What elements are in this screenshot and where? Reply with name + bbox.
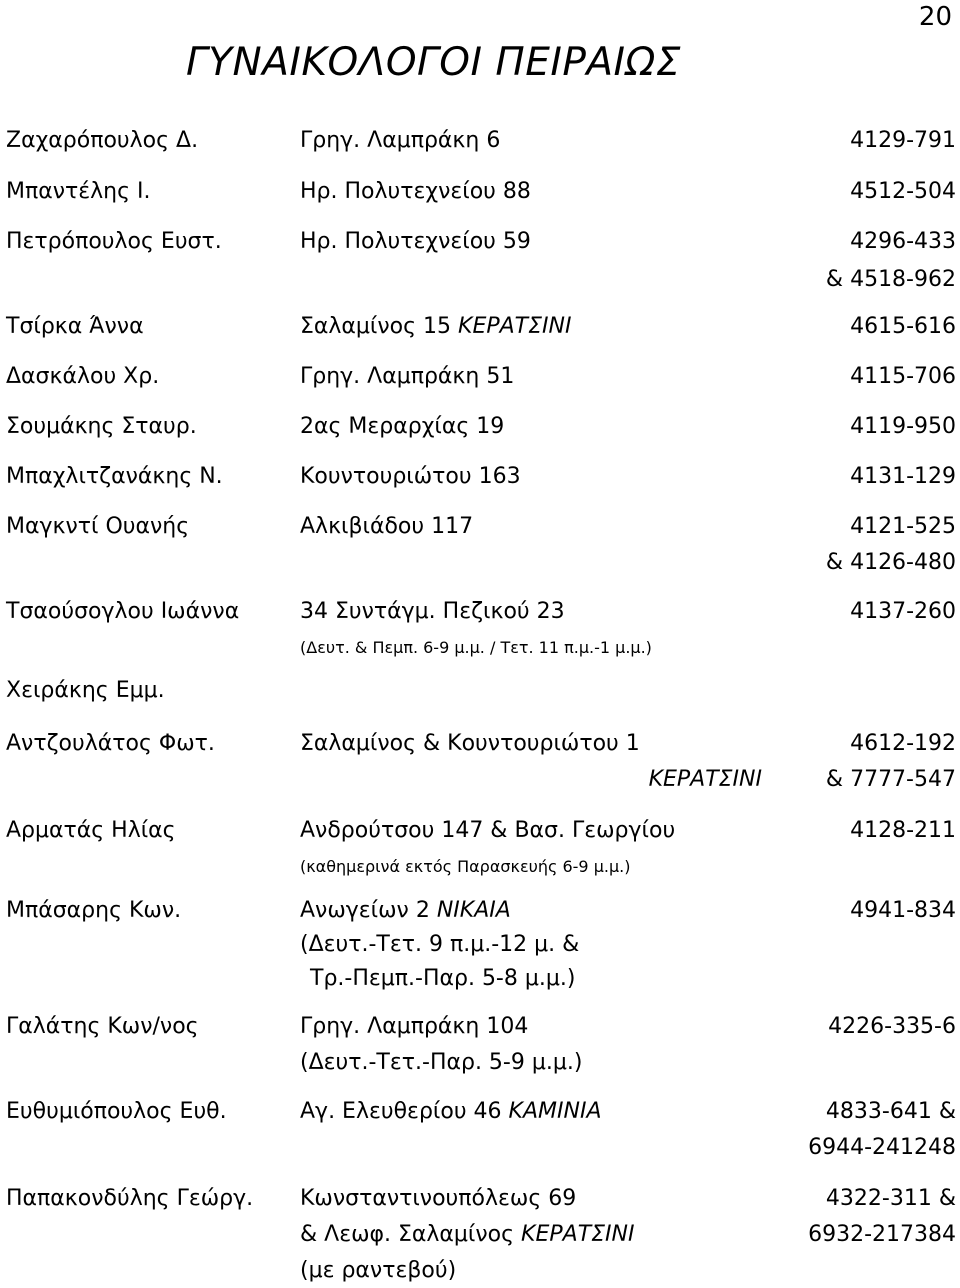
doctor-name: Μπαχλιτζανάκης Ν. bbox=[6, 464, 223, 489]
phone: 4941-834 bbox=[850, 898, 956, 923]
phone: 4226-335-6 bbox=[828, 1014, 956, 1039]
phone: 4322-311 & bbox=[825, 1186, 956, 1211]
address: 2ας Μεραρχίας 19 bbox=[300, 414, 505, 439]
area-name: ΚΕΡΑΤΣΙΝΙ bbox=[521, 1222, 635, 1247]
phone: 4296-433 bbox=[850, 229, 956, 254]
address: Γρηγ. Λαμπράκη 104 bbox=[300, 1014, 529, 1039]
address: Κωνσταντινουπόλεως 69 bbox=[300, 1186, 577, 1211]
phone: 4137-260 bbox=[850, 599, 956, 624]
doctor-name: Χειράκης Εμμ. bbox=[6, 678, 165, 703]
phone: 4128-211 bbox=[850, 818, 956, 843]
doctor-name: Σουμάκης Σταυρ. bbox=[6, 414, 197, 439]
doctor-name: Τσαούσογλου Ιωάννα bbox=[6, 599, 240, 624]
phone: 4512-504 bbox=[850, 179, 956, 204]
address: Ανδρούτσου 147 & Βασ. Γεωργίου bbox=[300, 818, 676, 843]
doctor-name: Δασκάλου Χρ. bbox=[6, 364, 160, 389]
phone: 4121-525 bbox=[850, 514, 956, 539]
doctor-name: Τσίρκα Άννα bbox=[6, 314, 144, 339]
hours-line: Τρ.-Πεμπ.-Παρ. 5-8 μ.μ.) bbox=[310, 966, 576, 991]
area-name: ΚΑΜΙΝΙΑ bbox=[508, 1099, 602, 1124]
hours-line: (Δευτ.-Τετ. 9 π.μ.-12 μ. & bbox=[300, 932, 580, 957]
address: Ανωγείων 2 ΝΙΚΑΙΑ bbox=[300, 898, 511, 923]
address: Αγ. Ελευθερίου 46 ΚΑΜΙΝΙΑ bbox=[300, 1099, 602, 1124]
address: Ηρ. Πολυτεχνείου 59 bbox=[300, 229, 531, 254]
doctor-name: Αντζουλάτος Φωτ. bbox=[6, 731, 215, 756]
address: 34 Συντάγμ. Πεζικού 23 bbox=[300, 599, 565, 624]
phone: 4129-791 bbox=[850, 128, 956, 153]
address-line: & Λεωφ. Σαλαμίνος ΚΕΡΑΤΣΙΝΙ bbox=[300, 1222, 635, 1247]
area-name: ΚΕΡΑΤΣΙΝΙ bbox=[648, 767, 762, 792]
appointment-note: (με ραντεβού) bbox=[300, 1258, 457, 1283]
area-name: ΝΙΚΑΙΑ bbox=[436, 898, 511, 923]
phone-secondary: & 4126-480 bbox=[825, 550, 956, 575]
page-number: 20 bbox=[918, 2, 952, 32]
address: Αλκιβιάδου 117 bbox=[300, 514, 474, 539]
doctor-name: Πετρόπουλος Ευστ. bbox=[6, 229, 222, 254]
address: Σαλαμίνος 15 ΚΕΡΑΤΣΙΝΙ bbox=[300, 314, 572, 339]
doctor-name: Ζαχαρόπουλος Δ. bbox=[6, 128, 199, 153]
phone: 4131-129 bbox=[850, 464, 956, 489]
doctor-name: Αρματάς Ηλίας bbox=[6, 818, 176, 843]
address: Ηρ. Πολυτεχνείου 88 bbox=[300, 179, 531, 204]
doctor-name: Μπάσαρης Κων. bbox=[6, 898, 182, 923]
address: Κουντουριώτου 163 bbox=[300, 464, 521, 489]
phone-secondary: & 4518-962 bbox=[825, 267, 956, 292]
phone: 4615-616 bbox=[850, 314, 956, 339]
phone: 4833-641 & bbox=[825, 1099, 956, 1124]
address: Σαλαμίνος & Κουντουριώτου 1 bbox=[300, 731, 640, 756]
doctor-name: Ευθυμιόπουλος Ευθ. bbox=[6, 1099, 227, 1124]
address: Γρηγ. Λαμπράκη 51 bbox=[300, 364, 515, 389]
phone-secondary: 6944-241248 bbox=[808, 1135, 956, 1160]
doctor-name: Γαλάτης Κων/νος bbox=[6, 1014, 199, 1039]
area-name: ΚΕΡΑΤΣΙΝΙ bbox=[458, 314, 572, 339]
phone-secondary: 6932-217384 bbox=[808, 1222, 956, 1247]
hours-note: (καθημερινά εκτός Παρασκευής 6-9 μ.μ.) bbox=[300, 857, 631, 876]
address: Γρηγ. Λαμπράκη 6 bbox=[300, 128, 501, 153]
page-title: ΓΥΝΑΙΚΟΛΟΓΟΙ ΠΕΙΡΑΙΩΣ bbox=[186, 40, 681, 85]
hours-line: (Δευτ.-Τετ.-Παρ. 5-9 μ.μ.) bbox=[300, 1050, 583, 1075]
doctor-name: Μπαντέλης Ι. bbox=[6, 179, 151, 204]
phone: 4612-192 bbox=[850, 731, 956, 756]
doctor-name: Παπακονδύλης Γεώργ. bbox=[6, 1186, 254, 1211]
phone-secondary: & 7777-547 bbox=[825, 767, 956, 792]
doctor-name: Μαγκντί Ουανής bbox=[6, 514, 190, 539]
phone: 4115-706 bbox=[850, 364, 956, 389]
hours-note: (Δευτ. & Πεμπ. 6-9 μ.μ. / Τετ. 11 π.μ.-1 μ.μ.) bbox=[300, 638, 652, 657]
phone: 4119-950 bbox=[850, 414, 956, 439]
